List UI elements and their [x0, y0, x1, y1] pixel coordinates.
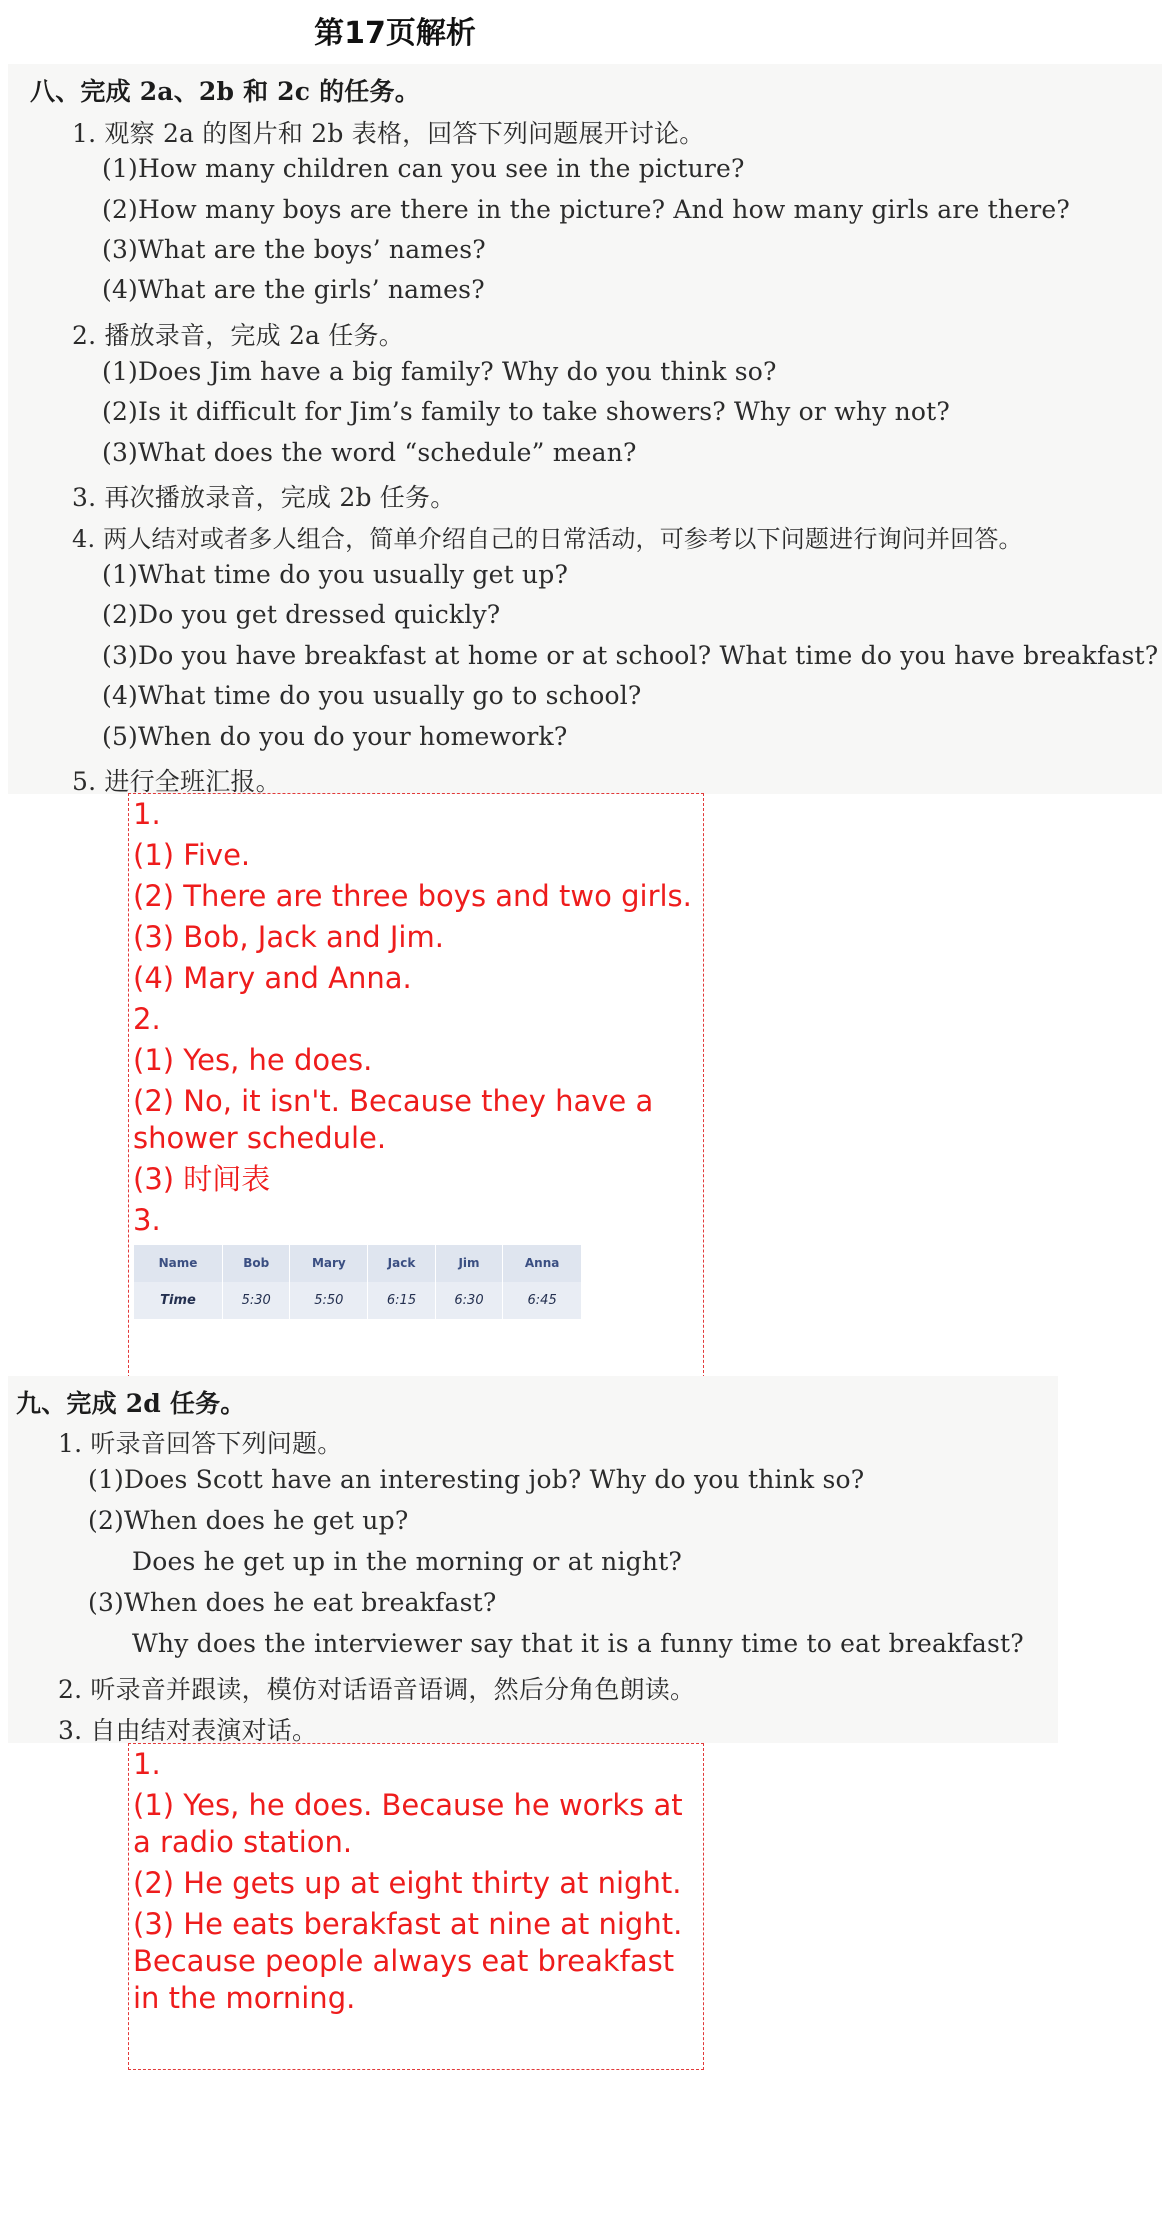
question-line: (5)When do you do your homework?: [102, 722, 568, 751]
answer-line: (2) There are three boys and two girls.: [133, 879, 692, 913]
answer-line: 2.: [133, 1002, 161, 1036]
question-line: 4. 两人结对或者多人组合，简单介绍自己的日常活动，可参考以下问题进行询问并回答。: [72, 525, 1023, 553]
question-line: (1)Does Jim have a big family? Why do you think so?: [102, 357, 777, 386]
question-line: (3)When does he eat breakfast?: [88, 1588, 497, 1617]
question-line: Does he get up in the morning or at night?: [132, 1547, 683, 1576]
table-header-cell: Bob: [222, 1245, 290, 1282]
question-line: (1)What time do you usually get up?: [102, 560, 569, 589]
answer-line: (3) Bob, Jack and Jim.: [133, 920, 444, 954]
page-title: 第17页解析: [314, 16, 476, 51]
table-header-cell: Anna: [503, 1245, 581, 1282]
question-line: (2)Do you get dressed quickly?: [102, 600, 501, 629]
table-cell: 6:15: [368, 1282, 436, 1319]
question-line: (3)What does the word “schedule” mean?: [102, 438, 637, 467]
answer-line: 3.: [133, 1203, 161, 1237]
table-header-label: Name: [134, 1245, 223, 1282]
question-line: (3)Do you have breakfast at home or at school? What time do you have breakfast?: [102, 641, 1159, 670]
table-header-cell: Jim: [435, 1245, 503, 1282]
question-line: 2. 播放录音，完成 2a 任务。: [72, 321, 404, 350]
table-header-row: [134, 1245, 582, 1282]
question-line: (3)What are the boys’ names?: [102, 235, 486, 264]
question-line: 2. 听录音并跟读，模仿对话语音语调，然后分角色朗读。: [58, 1675, 696, 1704]
answer-line: (2) He gets up at eight thirty at night.: [133, 1866, 682, 1900]
question-line: (1)How many children can you see in the picture?: [102, 154, 745, 183]
answer-line: (2) No, it isn't. Because they have a shower schedule.: [133, 1084, 654, 1155]
answer-line: (1) Five.: [133, 838, 251, 872]
section-8-heading: 八、完成 2a、2b 和 2c 的任务。: [30, 77, 420, 106]
table-cell: 6:30: [435, 1282, 503, 1319]
answer-box-section-8: [128, 793, 704, 1383]
question-line: (1)Does Scott have an interesting job? Why do you think so?: [88, 1465, 865, 1494]
question-line: (4)What are the girls’ names?: [102, 275, 485, 304]
answer-box-section-9: [128, 1743, 704, 2070]
question-line: (2)Is it difficult for Jim’s family to take showers? Why or why not?: [102, 397, 950, 426]
question-line: (2)When does he get up?: [88, 1506, 409, 1535]
table-cell: 6:45: [503, 1282, 581, 1319]
table-cell: 5:30: [222, 1282, 290, 1319]
answer-line: (1) Yes, he does. Because he works at a radio station.: [133, 1788, 683, 1859]
answer-line: (3) He eats berakfast at nine at night. Because people always eat breakfast in the morning.: [133, 1907, 683, 2015]
table-row-label: Time: [134, 1282, 223, 1319]
table-cell: 5:50: [290, 1282, 368, 1319]
question-line: 3. 再次播放录音，完成 2b 任务。: [72, 483, 456, 512]
question-line: (2)How many boys are there in the picture? And how many girls are there?: [102, 195, 1070, 224]
table-header-cell: Mary: [290, 1245, 368, 1282]
question-line: 5. 进行全班汇报。: [72, 767, 281, 796]
question-line: 3. 自由结对表演对话。: [58, 1716, 318, 1745]
table-row: [134, 1282, 582, 1319]
table-header-cell: Jack: [368, 1245, 436, 1282]
answer-line: 1.: [133, 1747, 161, 1781]
section-9-heading: 九、完成 2d 任务。: [16, 1389, 246, 1418]
question-line: (4)What time do you usually go to school?: [102, 681, 642, 710]
question-line: 1. 听录音回答下列问题。: [58, 1429, 343, 1458]
question-line: 1. 观察 2a 的图片和 2b 表格，回答下列问题展开讨论。: [72, 119, 705, 148]
answer-line: 1.: [133, 797, 161, 831]
question-line: Why does the interviewer say that it is a funny time to eat breakfast?: [132, 1629, 1024, 1658]
answer-line: (1) Yes, he does.: [133, 1043, 373, 1077]
answer-line: (4) Mary and Anna.: [133, 961, 412, 995]
answer-line: (3) 时间表: [133, 1162, 271, 1196]
shower-schedule-table: [133, 1245, 581, 1319]
